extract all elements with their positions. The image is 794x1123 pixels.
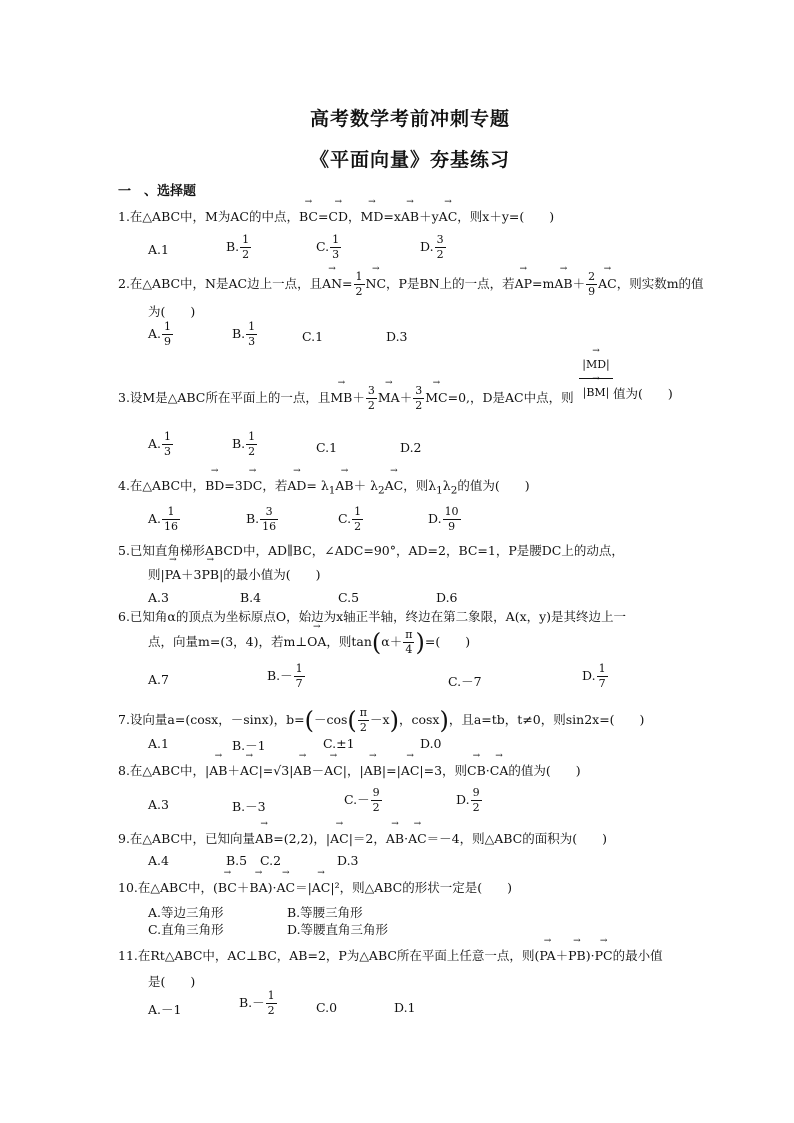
vector-md: → MD bbox=[361, 209, 384, 224]
q10-option-c: C.直角三角形 bbox=[148, 922, 224, 937]
page-title: 高考数学考前冲刺专题 bbox=[309, 108, 510, 130]
q8-option-d: D. $\frac{9}{2}$ bbox=[456, 786, 480, 814]
question-8: 8.在△ABC中，|→ AB＋→ AC|=√3|→ AB－→ AC|，|→ AB|=|→ AC|=3，则→ CB·→ CA的值为( ) bbox=[118, 761, 581, 779]
q1-option-b: B. $\frac{1}{2}$ bbox=[226, 233, 250, 261]
q6-option-b: B.－ $\frac{1}{7}$ bbox=[267, 662, 303, 690]
q10-option-d: D.等腰直角三角形 bbox=[287, 922, 389, 937]
question-6: 6.已知角α的顶点为坐标原点O，始边为x轴正半轴，终边在第二象限，A(x，y)是其终边上一 bbox=[118, 609, 627, 624]
q5-option-b: B.4 bbox=[240, 590, 262, 605]
q9-option-c: C.2 bbox=[260, 853, 282, 868]
q3-option-d: D.2 bbox=[400, 440, 422, 455]
question-3: 3.设M是△ABC所在平面上的一点，且→ MB＋ $\frac{3}{2}$ → MA＋ $\frac{3}{2}$ → MC=0,，D是AC中点，则 bbox=[118, 384, 574, 413]
question-11: 11.在Rt△ABC中，AC⊥BC，AB=2，P为△ABC所在平面上任意一点，则(→ PA＋→ PB)·→ PC的最小值 bbox=[118, 946, 663, 964]
q5-option-a: A.3 bbox=[148, 590, 169, 605]
section-heading: 一 、选择题 bbox=[118, 184, 197, 199]
question-5-line-2: 则|→ PA＋3→ PB|的最小值为( ) bbox=[148, 565, 321, 583]
q2-option-d: D.3 bbox=[386, 329, 408, 344]
q8-option-a: A.3 bbox=[148, 797, 169, 812]
question-7: 7.设向量a=(cosx，－sinx)，b=(－cos( $\frac{\pi}{2}$ －x)，cosx)，且a=tb，t≠0，则sin2x=( ) bbox=[118, 706, 645, 735]
question-2-line-2: 为( ) bbox=[148, 304, 196, 319]
question-10: 10.在△ABC中，(→ BC＋→ BA)·→ AC＝|→ AC|²，则△ABC的形状一定是( ) bbox=[118, 878, 512, 896]
question-11-line-2: 是( ) bbox=[148, 974, 196, 989]
vector-ab: → AB bbox=[401, 209, 419, 224]
question-3-tail: 值为( ) bbox=[613, 386, 673, 401]
q4-option-b: B. $\frac{3}{16}$ bbox=[246, 505, 277, 533]
q10-option-b: B.等腰三角形 bbox=[287, 905, 363, 920]
q9-option-a: A.4 bbox=[148, 853, 169, 868]
q3-option-b: B. $\frac{1}{2}$ bbox=[232, 430, 256, 458]
q1-option-a: A.1 bbox=[148, 242, 169, 257]
q7-option-a: A.1 bbox=[148, 736, 169, 751]
question-9: 9.在△ABC中，已知向量→ AB=(2,2)，|→ AC|＝2，→ AB·→ AC＝－4，则△ABC的面积为( ) bbox=[118, 829, 607, 847]
q4-option-d: D. $\frac{10}{9}$ bbox=[428, 505, 459, 533]
question-5: 5.已知直角梯形ABCD中，AD∥BC，∠ADC=90°，AD=2，BC=1，P是腰DC上的动点， bbox=[118, 543, 624, 558]
q7-option-d: D.0 bbox=[420, 736, 442, 751]
q9-option-b: B.5 bbox=[226, 853, 248, 868]
q3-option-c: C.1 bbox=[316, 440, 338, 455]
q2-option-b: B. $\frac{1}{3}$ bbox=[232, 320, 256, 348]
q6-option-d: D. $\frac{1}{7}$ bbox=[582, 662, 606, 690]
question-4: 4.在△ABC中，→ BD=3→ DC，若→ $AD= \lambda_1\to AB+ \lambda_2\to$ AC，则$\lambda_1\lambda_2$的值为( ) bbox=[118, 476, 530, 497]
q7-option-c: C.±1 bbox=[323, 736, 355, 751]
q4-option-a: A. $\frac{1}{16}$ bbox=[148, 505, 179, 533]
fraction-md-over-bm: |→ MD| |→ BM| bbox=[579, 358, 613, 399]
q6-option-c: C.－7 bbox=[448, 674, 482, 689]
q4-option-c: C. $\frac{1}{2}$ bbox=[338, 505, 362, 533]
q9-option-d: D.3 bbox=[337, 853, 359, 868]
q5-option-d: D.6 bbox=[436, 590, 458, 605]
vector-bc: → BC bbox=[299, 209, 318, 224]
question-6-line-2: 点，向量m=(3，4)，若m⊥→ OA，则tan(α＋ $\frac{\pi}{4}$ )=( ) bbox=[148, 628, 470, 657]
q3-option-a: A. $\frac{1}{3}$ bbox=[148, 430, 172, 458]
q1-option-d: D. $\frac{3}{2}$ bbox=[420, 233, 444, 261]
question-2: 2.在△ABC中，N是AC边上一点，且→ AN= $\frac{1}{2}$ → NC，P是BN上的一点，若→ AP=m→ AB＋ $\frac{2}{9}$ → AC，则实数m的值 bbox=[118, 270, 704, 299]
q1-option-c: C. $\frac{1}{3}$ bbox=[316, 233, 340, 261]
q11-option-c: C.0 bbox=[316, 1000, 338, 1015]
vector-ac: → AC bbox=[439, 209, 458, 224]
q8-option-b: B.－3 bbox=[232, 799, 266, 814]
page-subtitle: 《平面向量》夯基练习 bbox=[309, 149, 510, 171]
q2-option-a: A. $\frac{1}{9}$ bbox=[148, 320, 172, 348]
q10-option-a: A.等边三角形 bbox=[148, 905, 224, 920]
q11-option-b: B.－ $\frac{1}{2}$ bbox=[239, 989, 275, 1017]
q7-option-b: B.－1 bbox=[232, 738, 266, 753]
q5-option-c: C.5 bbox=[338, 590, 360, 605]
q6-option-a: A.7 bbox=[148, 672, 169, 687]
q2-option-c: C.1 bbox=[302, 329, 324, 344]
q11-option-a: A.－1 bbox=[148, 1002, 182, 1017]
vector-cd: → CD bbox=[328, 209, 348, 224]
question-1: 1.在△ABC中，M为AC的中点，→ BC=→ CD，→ MD=x→ AB＋y→ AC，则x＋y=( ) bbox=[118, 207, 554, 225]
q11-option-d: D.1 bbox=[394, 1000, 416, 1015]
q8-option-c: C.－ $\frac{9}{2}$ bbox=[344, 786, 380, 814]
